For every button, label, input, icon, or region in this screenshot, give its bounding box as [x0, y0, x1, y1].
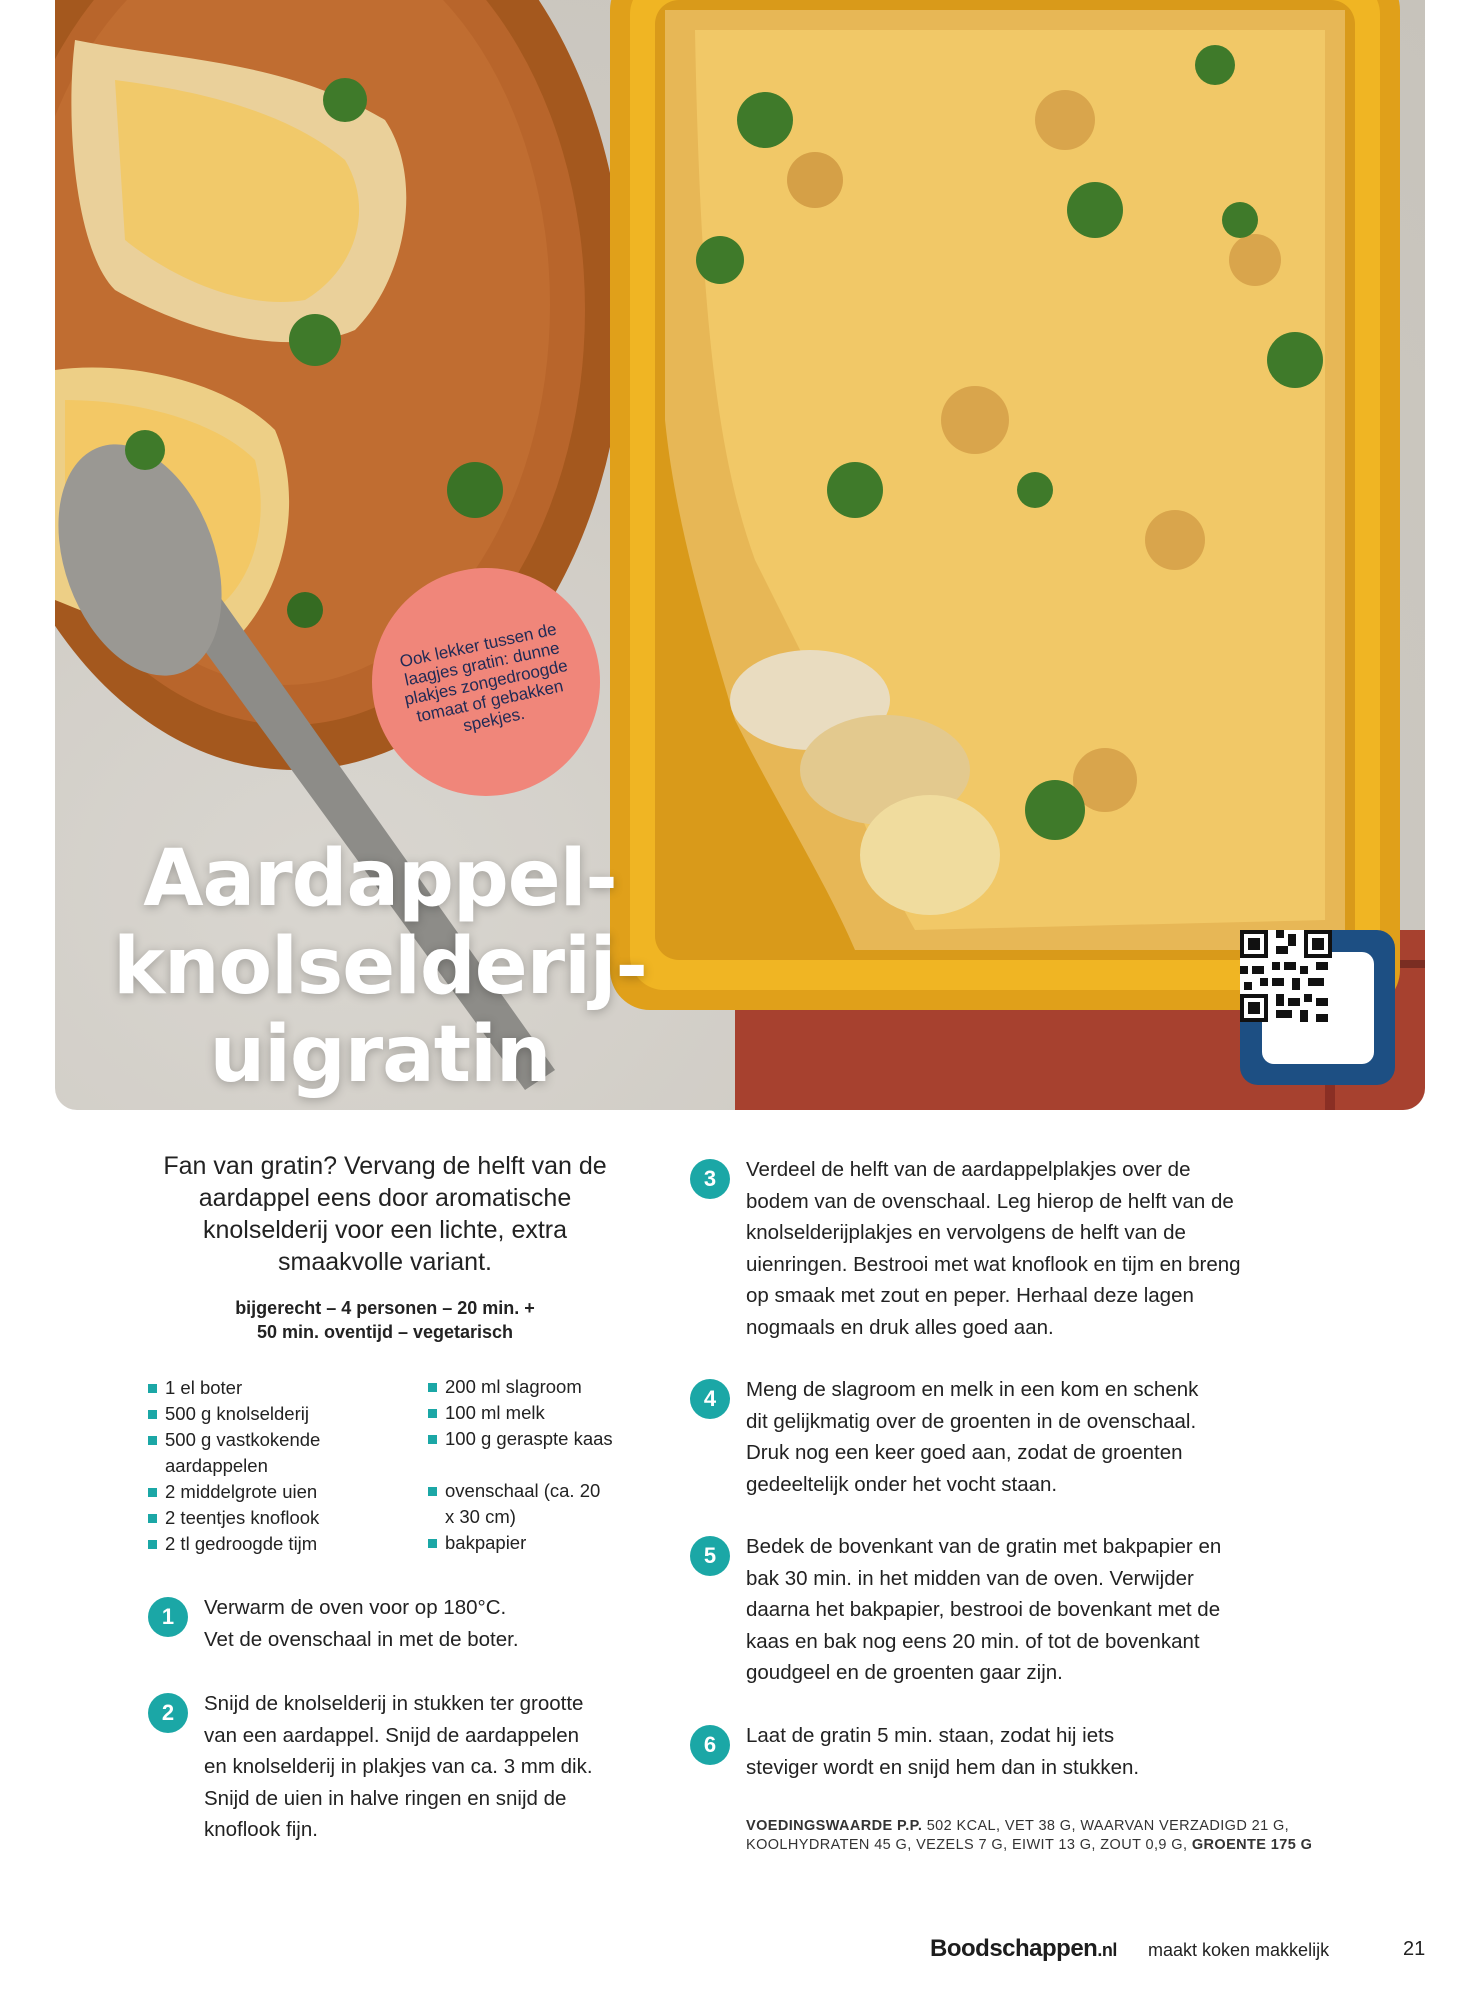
step-line: op smaak met zout en peper. Herhaal deze lagen [746, 1284, 1194, 1307]
intro-text: Fan van gratin? Vervang de helft van de aardappel eens door aromatische knolselderij voor een lichte, extra smaakvolle variant. [163, 1152, 607, 1276]
step-line: knoflook fijn. [204, 1818, 318, 1841]
step-line: goudgeel en de groenten gaar zijn. [746, 1661, 1063, 1684]
bullet-square-icon [428, 1539, 437, 1548]
recipe-meta [170, 1296, 600, 1344]
step-line: knolselderijplakjes en vervolgens de helft van de [746, 1221, 1186, 1244]
nutrition-line-2: KOOLHYDRATEN 45 G, VEZELS 7 G, EIWIT 13 G, ZOUT 0,9 G, GROENTE 175 G [746, 1837, 1313, 1853]
nutrition-info [746, 1817, 1386, 1855]
step-line: gedeeltelijk onder het vocht staan. [746, 1472, 1058, 1496]
meta-line-1: bijgerecht – 4 personen – 20 min. + [235, 1298, 535, 1318]
step-line: uienringen. Bestrooi met wat knoflook en tijm en breng [746, 1252, 1241, 1276]
ingredient-item: 2 teentjes knoflook [148, 1505, 418, 1531]
step-line: Verwarm de oven voor op 180°C. [204, 1596, 507, 1619]
ingredient-item: 100 ml melk [428, 1400, 698, 1426]
step-text [204, 1688, 593, 1846]
step-line: Snijd de uien in halve ringen en snijd de [204, 1786, 567, 1810]
title-line-1: Aardappel- [143, 834, 617, 924]
brand-logo: Boodschappen.nl [930, 1935, 1117, 1962]
step-line: Laat de gratin 5 min. staan, zodat hij iets [746, 1724, 1115, 1747]
step-line: Snijd de knolselderij in stukken ter grootte [204, 1692, 584, 1715]
nutrition-label: VOEDINGSWAARDE P.P. [746, 1818, 923, 1834]
step-number-badge: 4 [690, 1379, 730, 1419]
step-number-badge: 2 [148, 1693, 188, 1733]
title-line-3: uigratin [209, 1010, 551, 1100]
step-line: Bedek de bovenkant van de gratin met bakpapier en [746, 1535, 1222, 1558]
title-line-2: knolselderij- [113, 922, 647, 1012]
ingredient-list-right [428, 1374, 698, 1556]
qr-code-icon [1262, 952, 1374, 1064]
brand-tagline: maakt koken makkelijk [1148, 1940, 1330, 1960]
tip-text: Ook lekker tussen de laagjes gratin: dunne plakjes zongedroogde tomaat of gebakken spekjes. [398, 618, 570, 735]
ingredient-list-left [148, 1375, 418, 1557]
bullet-square-icon [428, 1435, 437, 1444]
bullet-square-icon [148, 1410, 157, 1419]
bullet-square-icon [148, 1384, 157, 1393]
tip-badge [372, 568, 600, 796]
step-text [746, 1720, 1139, 1783]
bullet-square-icon [148, 1488, 157, 1497]
step-text [746, 1531, 1221, 1689]
bullet-square-icon [428, 1409, 437, 1418]
step-line: steviger wordt en snijd hem dan in stukken. [746, 1755, 1140, 1779]
step-number-badge: 3 [690, 1159, 730, 1199]
step-line: Verdeel de helft van de aardappelplakjes over de [746, 1158, 1191, 1181]
step-line: nogmaals en druk alles goed aan. [746, 1315, 1054, 1339]
ingredient-item: 2 tl gedroogde tijm [148, 1531, 418, 1557]
bullet-square-icon [428, 1383, 437, 1392]
ingredient-item: 1 el boter [148, 1375, 418, 1401]
step-text [746, 1374, 1198, 1500]
step-number-badge: 6 [690, 1725, 730, 1765]
step-line: Vet de ovenschaal in met de boter. [204, 1627, 519, 1651]
step-line: Druk nog een keer goed aan, zodat de groenten [746, 1441, 1183, 1464]
nutrition-groente: GROENTE 175 G [1191, 1837, 1313, 1853]
recipe-title [100, 835, 660, 1099]
step-text [746, 1154, 1241, 1343]
qr-code[interactable] [1240, 930, 1395, 1085]
step-line: daarna het bakpapier, bestrooi de bovenkant met de [746, 1598, 1221, 1621]
page-number: 21 [1403, 1938, 1426, 1960]
step-line: bodem van de ovenschaal. Leg hierop de helft van de [746, 1189, 1234, 1213]
ingredient-item: 500 g knolselderij [148, 1401, 418, 1427]
bullet-square-icon [148, 1514, 157, 1523]
step-number-badge: 5 [690, 1536, 730, 1576]
bullet-square-icon [148, 1436, 157, 1445]
ingredient-item: 200 ml slagroom [428, 1374, 698, 1400]
step-line: Meng de slagroom en melk in een kom en schenk [746, 1378, 1199, 1401]
equipment-item: ovenschaal (ca. 20 x 30 cm) [428, 1478, 605, 1530]
equipment-item: bakpapier [428, 1530, 698, 1556]
recipe-photo [55, 0, 1425, 1110]
meta-line-2: 50 min. oventijd – vegetarisch [256, 1322, 514, 1342]
nutrition-line-1: VOEDINGSWAARDE P.P. 502 KCAL, VET 38 G, WAARVAN VERZADIGD 21 G, [746, 1818, 1290, 1834]
bullet-square-icon [428, 1487, 437, 1496]
ingredient-item: 100 g geraspte kaas [428, 1426, 698, 1452]
step-line: dit gelijkmatig over de groenten in de ovenschaal. [746, 1409, 1197, 1433]
step-number-badge: 1 [148, 1597, 188, 1637]
step-line: bak 30 min. in het midden van de oven. Verwijder [746, 1566, 1194, 1590]
step-line: van een aardappel. Snijd de aardappelen [204, 1723, 579, 1747]
bullet-square-icon [148, 1540, 157, 1549]
step-line: en knolselderij in plakjes van ca. 3 mm dik. [204, 1755, 593, 1778]
ingredient-item: 500 g vastkokende aardappelen [148, 1427, 365, 1479]
ingredient-item: 2 middelgrote uien [148, 1479, 418, 1505]
page-footer [0, 1935, 1479, 1975]
step-text [204, 1592, 519, 1655]
step-line: kaas en bak nog eens 20 min. of tot de bovenkant [746, 1629, 1200, 1653]
